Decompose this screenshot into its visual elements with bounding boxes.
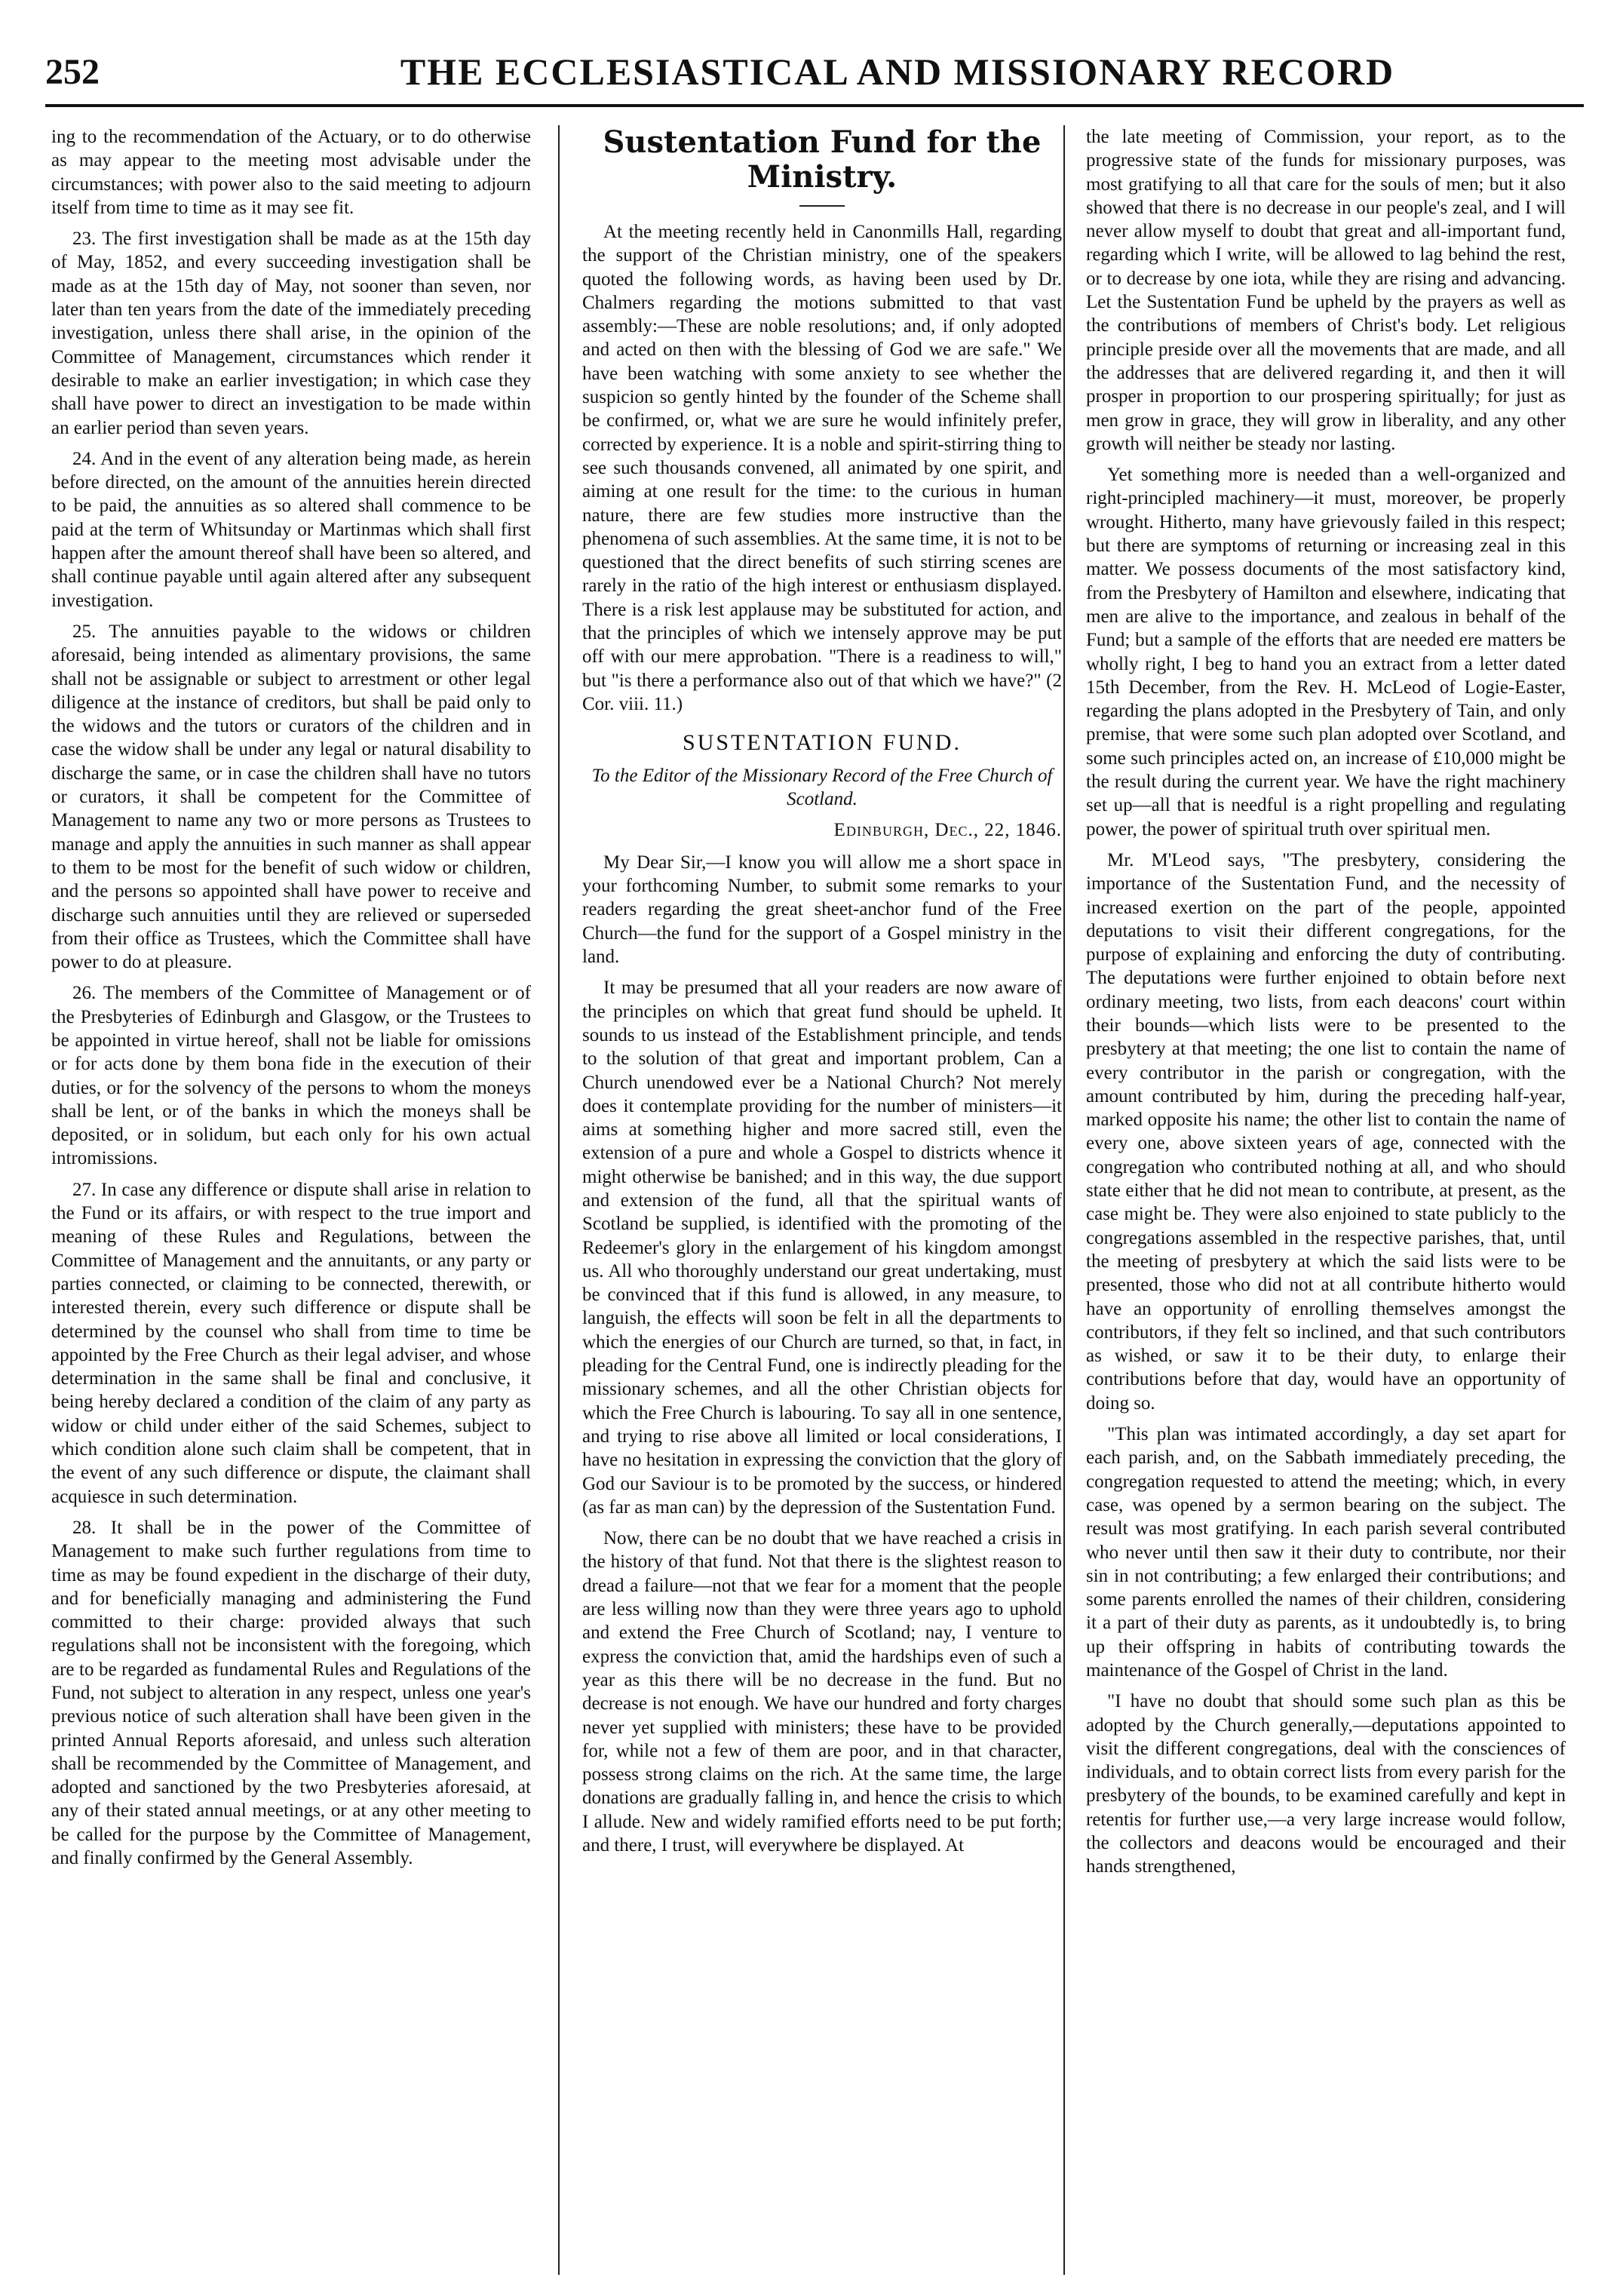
- article-title: Sustentation Fund for the Ministry.: [603, 125, 1042, 195]
- paragraph: Now, there can be no doubt that we have reached a crisis in the history of that fund. Not that there is the slightest reason to dread a failure—not that we fear for a moment that the people are less willing now than they were three years ago to uphold and extend the Free Church of Scotland; nay, I venture to express the conviction that, amid the hardships even of such a year as this there will be no decrease in the fund. But no decrease is not enough. We have our hundred and forty charges never yet supplied with ministers; these have to be provided for, while not a few of them are poor, and in that character, possess strong claims on the rich. At the same time, the large donations are gradually falling in, and hence the crisis to which I allude. New and widely ramified efforts need to be put forth; and there, I trust, will everywhere be displayed. At: [582, 1528, 1062, 1856]
- rule-23: 23. The first investigation shall be made as at the 15th day of May, 1852, and every succeeding investigation shall be made as at the 15th day of May, not sooner than seven, nor later than ten years from the date of the immediately preceding investigation, unless there shall arise, in the opinion of the Committee of Management, circumstances which render it desirable to make an earlier investigation; in which case they shall have power to direct an investigation to be made within an earlier period than seven years.: [51, 229, 531, 438]
- letter-address: To the Editor of the Missionary Record of the Free Church of Scotland.: [591, 765, 1053, 809]
- letter-dateline: Edinburgh, Dec., 22, 1846.: [833, 819, 1062, 840]
- page-header: [45, 50, 1584, 107]
- paragraph: the late meeting of Commission, your report, as to the progressive state of the funds for missionary purposes, was most gratifying to all that care for the souls of men; but it also showed that there is no decrease in our people's zeal, and I will never allow myself to doubt that great and all-important fund, regarding which I write, will be allowed to lag behind the rest, or to decrease by one iota, while they are rising and advancing. Let the Sustentation Fund be upheld by the prayers as well as the contributions of members of Christ's body. Let religious principle preside over all the movements that are made, and all the addresses that are delivered regarding it, and then it will prosper in proportion to our prospering spiritually; for just as men grow in grace, they will grow in liberality, and any other growth will neither be steady nor lasting.: [1086, 127, 1566, 454]
- publication-title: THE ECCLESIASTICAL AND MISSIONARY RECORD: [400, 51, 1395, 93]
- page-number: 252: [45, 52, 100, 92]
- column-divider: [558, 125, 560, 2275]
- column-3: [1086, 125, 1566, 2275]
- rule-25: 25. The annuities payable to the widows or children aforesaid, being intended as alimentary provisions, the same shall not be assignable or subject to arrestment or other legal diligence at the instance of creditors, but shall be paid only to the widows and the tutors or curators of the children and in case the widow shall be under any legal or natural disability to discharge the same, or in case the children shall have no tutors or curators, it shall be competent for the Committee of Management to name any two or more persons as Trustees to manage and apply the annuities in such manner as shall appear to them to be most for the benefit of such widow or children, and the persons so appointed shall have power to receive and discharge such annuities until they are relieved or superseded from their office as Trustees, which the Committee shall have power to do at pleasure.: [51, 621, 531, 973]
- title-divider: [799, 205, 845, 207]
- paragraph: ing to the recommendation of the Actuary, or to do otherwise as may appear to the meeting most advisable under the circumstances; with power also to the said meeting to adjourn itself from time to time as it may see fit.: [51, 127, 531, 218]
- rule-24: 24. And in the event of any alteration being made, as herein before directed, on the amount of the annuities herein directed to be paid, the annuities as so altered shall commence to be paid at the term of Whitsunday or Martinmas which shall first happen after the amount thereof shall have been so altered, and shall continue payable until again altered after any subsequent investigation.: [51, 448, 531, 611]
- paragraph: Yet something more is needed than a well-organized and right-principled machinery—it must, moreover, be properly wrought. Hitherto, many have grievously failed in this respect; but there are symptoms of returning or increasing zeal in this matter. We possess documents of the most satisfactory kind, from the Presbytery of Hamilton and elsewhere, indicating that men are alive to the importance, and zealous in behalf of the Fund; but a sample of the efforts that are needed ere matters be wholly right, I beg to hand you an extract from a letter dated 15th December, from the Rev. H. McLeod of Logie-Easter, regarding the plans adopted in the Presbytery of Tain, and only premise, that were some such plan adopted over Scotland, and some such principles acted on, an increase of £10,000 might be the result during the current year. We have the right machinery set up—all that is needful is a right propelling and regulating power, the power of spiritual truth over spiritual men.: [1086, 465, 1566, 840]
- column-2: [582, 125, 1062, 2275]
- rule-26: 26. The members of the Committee of Management or of the Presbyteries of Edinburgh and Glasgow, or the Trustees to be appointed in virtue hereof, shall not be liable for omissions or for acts done by them bona fide in the execution of their duties, or for the solvency of the persons to whom the moneys shall be lent, or of the banks in which the moneys shall be deposited, or in solidum, but each only for his own actual intromissions.: [51, 983, 531, 1169]
- section-heading: SUSTENTATION FUND.: [683, 730, 962, 756]
- paragraph: It may be presumed that all your readers are now aware of the principles on which that great fund should be upheld. It sounds to us instead of the Establishment principle, and tends to the solution of that great and important problem, Can a Church unendowed ever be a National Church? Not merely does it contemplate providing for the number of ministers—it aims at something higher and more sacred still, even the extension of a pure and whole a Gospel to districts whence it might otherwise be banished; and in this way, the due support and extension of the fund, all that the spiritual wants of Scotland be supplied, is identified with the promoting of the Redeemer's glory in the enlargement of his kingdom amongst us. All who thoroughly understand our great undertaking, must be convinced that if this fund is allowed, in any measure, to languish, the effects will soon be felt in all the departments to which the energies of our Church are turned, so that, in fact, in pleading for the Central Fund, one is indirectly pleading for the missionary schemes, and all the other Christian objects for which the Free Church is labouring. To say all in one sentence, and trying to rise above all limited or local considerations, I have no hesitation in expressing the conviction that the glory of God our Saviour is to be promoted by the success, or hindered (as far as man can) by the depression of the Sustentation Fund.: [582, 978, 1062, 1518]
- paragraph: "I have no doubt that should some such plan as this be adopted by the Church generally,—deputations appointed to visit the different congregations, deal with the consciences of individuals, and to obtain correct lists from every parish for the presbytery of the bounds, to be examined carefully and kept in retentis for further use,—a very large increase would follow, the collectors and deacons would be encouraged and their hands strengthened,: [1086, 1691, 1566, 1877]
- paragraph: "This plan was intimated accordingly, a day set apart for each parish, and, on the Sabbath immediately preceding, the congregation requested to attend the meeting; which, in every case, was opened by a sermon bearing on the subject. The result was most gratifying. In each parish several contributed who never until then saw it their duty to contribute, nor their sin in not contributing; a few enlarged their contributions; and some parents enrolled the names of their children, considering it a part of their duty as parents, as it undoubtedly is, to bring up their offspring in habits of contributing towards the maintenance of the Gospel of Christ in the land.: [1086, 1424, 1566, 1681]
- column-divider: [1063, 125, 1065, 2275]
- paragraph: My Dear Sir,—I know you will allow me a short space in your forthcoming Number, to submit some remarks to your readers regarding the great sheet-anchor fund of the Free Church—the fund for the support of a Gospel ministry in the land.: [582, 852, 1062, 968]
- rule-27: 27. In case any difference or dispute shall arise in relation to the Fund or its affairs, or with respect to the true import and meaning of these Rules and Regulations, between the Committee of Management and the annuitants, or any party or parties connected, or claiming to be connected, therewith, or interested therein, every such difference or dispute shall be determined by the counsel who shall from time to time be appointed by the Free Church as their legal adviser, and whose determination in the same shall be final and conclusive, it being hereby declared a condition of the claim of any party as widow or child under either of the said Schemes, subject to which condition alone such claim shall be competent, that in the event of any such difference or dispute, the claimant shall acquiesce in such determination.: [51, 1179, 531, 1507]
- paragraph: At the meeting recently held in Canonmills Hall, regarding the support of the Christian ministry, one of the speakers quoted the following words, as having been used by Dr. Chalmers regarding the motions submitted to that vast assembly:—These are noble resolutions; and, if only adopted and acted on then with the blessing of God we are safe." We have been watching with some anxiety to see whether the suspicion so gently hinted by the founder of the Scheme shall be confirmed, or, what we are sure he would infinitely prefer, corrected by experience. It is a noble and spirit-stirring thing to see such thousands convened, all animated by one spirit, and aiming at one result for the time: to the curious in human nature, there are few studies more instructive than the phenomena of such assemblies. At the same time, it is not to be questioned that the direct benefits of such stirring scenes are rarely in the ratio of the high interest or enthusiasm displayed. There is a risk lest applause may be substituted for action, and that the principles of which we intensely approve may be put off with our mere approbation. "There is a readiness to will," but "is there a performance also out of that which we have?" (2 Cor. viii. 11.): [582, 222, 1062, 714]
- paragraph: Mr. M'Leod says, "The presbytery, considering the importance of the Sustentation Fund, and the necessity of increased exertion on the part of the people, appointed deputations to visit their different congregations, for the purpose of explaining and enforcing the duty of contributing. The deputations were further enjoined to obtain before next ordinary meeting, two lists, from each deacons' court within their bounds—which lists were to be presented to the presbytery at that meeting; the one list to contain the name of every contributor in the parish or congregation, with the amount contributed by him, during the preceding half-year, marked opposite his name; the other list to contain the name of every one, above sixteen years of age, connected with the congregation who contributed nothing at all, and who should state either that he did not mean to contribute, at present, as the case might be. They were also enjoined to state publicly to the congregations assembled in the respective parishes, that, until the meeting of presbytery at which the said lists were to be presented, those who did not at all contribute hitherto would have an opportunity of enrolling themselves amongst the contributors, if they felt so inclined, and that such contributors as wished, or saw it to be their duty, to enlarge their contributions before that day, would have an opportunity of doing so.: [1086, 849, 1566, 1414]
- column-1: [51, 125, 531, 2275]
- rule-28: 28. It shall be in the power of the Committee of Management to make such further regulations from time to time as may be found expedient in the discharge of their duty, and for beneficially managing and administering the Fund committed to their charge: provided always that such regulations shall not be inconsistent with the foregoing, which are to be regarded as fundamental Rules and Regulations of the Fund, not subject to alteration in any respect, unless one year's previous notice of such alteration shall have been given in the printed Annual Reports aforesaid, and unless such alteration shall be recommended by the Committee of Management, and adopted and sanctioned by the two Presbyteries aforesaid, at any of their stated annual meetings, or at any other meeting to be called for the purpose by the Committee of Management, and finally confirmed by the General Assembly.: [51, 1517, 531, 1869]
